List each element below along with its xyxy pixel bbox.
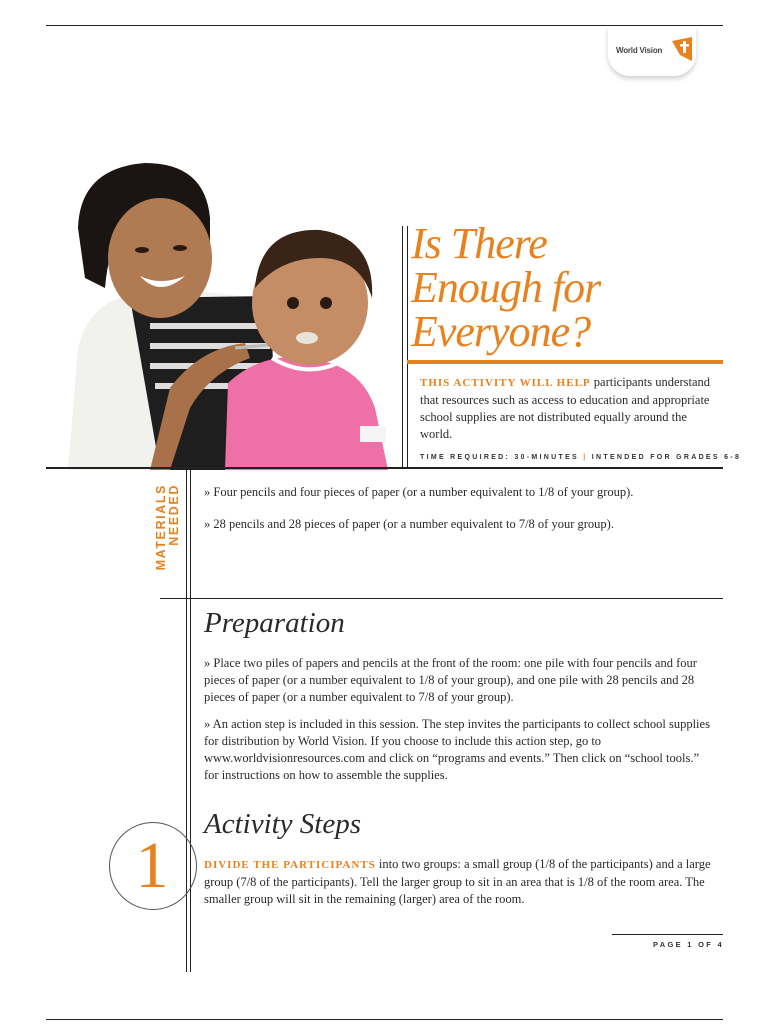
materials-rule [160, 598, 723, 599]
activity-steps-heading: Activity Steps [204, 808, 362, 840]
title-line-1: Is There [411, 219, 547, 268]
meta-separator: | [583, 454, 588, 461]
preparation-paragraph-1: » Place two piles of papers and pencils at the front of the room: one pile with four pencils and four pieces of paper (or a number equivalent to 1/8 of your group), and one pile with 28 pencils and 28 pieces of paper (or a number equivalent to 7/8 of your group). [204, 656, 697, 704]
time-required: TIME REQUIRED: 30-MINUTES [420, 454, 580, 461]
title-underline [407, 360, 723, 364]
step-1-highlight: DIVIDE THE PARTICIPANTS [204, 859, 376, 871]
title-vertical-rule [402, 226, 403, 468]
step-number: 1 [135, 829, 169, 902]
page-rule [612, 934, 723, 935]
step-1-text [204, 856, 716, 908]
time-and-grades [420, 454, 742, 461]
title-line-2: Enough for [411, 263, 601, 312]
material-item-2: » 28 pencils and 28 pieces of paper (or a number equivalent to 7/8 of your group). [204, 517, 614, 531]
step-1-body: into two groups: a small group (1/8 of the participants) and a large group (7/8 of the participants). Tell the larger group to sit in an area that is 1/8 of the room area. The smaller group will sit in the remaining (larger) area of the room. [204, 857, 711, 906]
mother-feeding-child-photo [60, 158, 400, 470]
page-number: PAGE 1 OF 4 [652, 940, 724, 949]
world-vision-logo [608, 26, 696, 76]
logo-cross-icon [670, 35, 694, 63]
preparation-paragraph-2: » An action step is included in this session. The step invites the participants to collect school supplies for distribution by World Vision. If you choose to include this action step, go to www.worldvisionresources.com and click on “programs and events.” Then click on “school tools.” for instructions on how to assemble the supplies. [204, 717, 710, 782]
title-vertical-rule-2 [407, 226, 408, 468]
materials-label-text: MATERIALS NEEDED [154, 484, 181, 571]
grades-intended: INTENDED FOR GRADES 6-8 [591, 454, 742, 461]
intro-body: participants understand that resources such as access to education and appropriate school supplies are not distributed equally around the world. [420, 375, 711, 441]
logo-text: World Vision [616, 46, 663, 55]
header-rule [46, 467, 723, 469]
page-title [411, 219, 731, 356]
bottom-rule [46, 1019, 723, 1020]
intro-text [420, 374, 720, 443]
material-item-1: » Four pencils and four pieces of paper (or a number equivalent to 1/8 of your group). [204, 485, 634, 499]
title-line-3: Everyone? [411, 307, 591, 356]
materials-needed-label [155, 484, 191, 582]
preparation-heading: Preparation [204, 607, 345, 639]
intro-highlight: THIS ACTIVITY WILL HELP [420, 377, 591, 389]
